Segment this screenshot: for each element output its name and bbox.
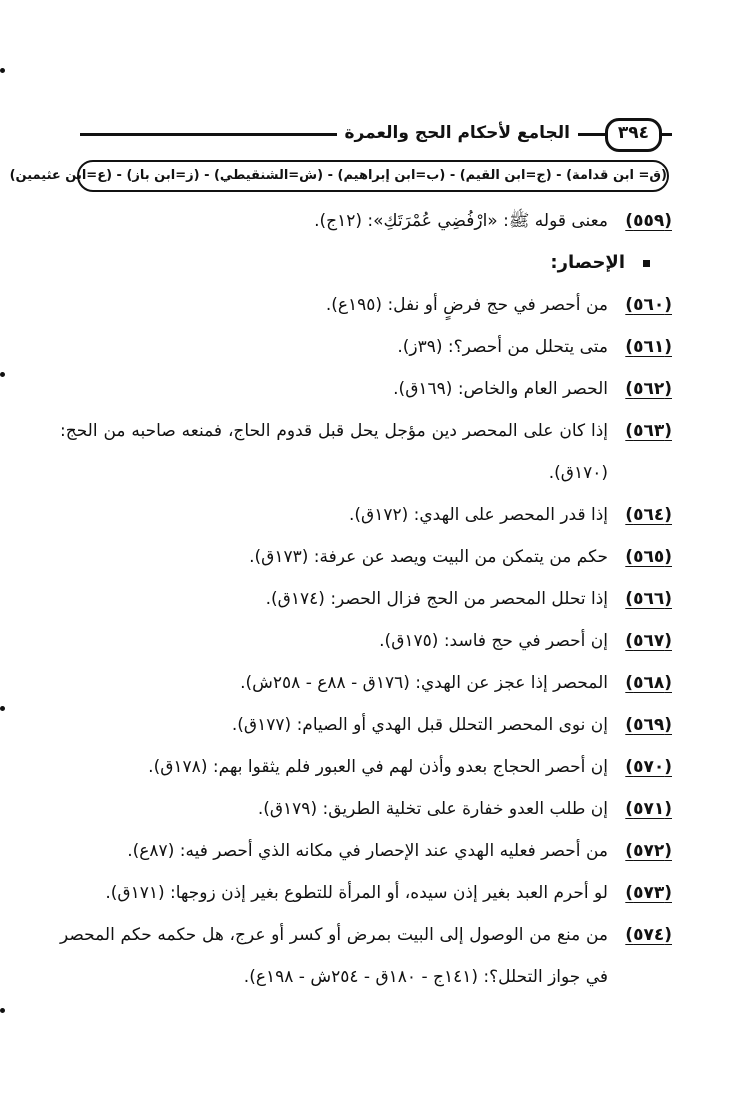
entry-number: (٥٧٤) <box>625 925 672 945</box>
entry-text: إذا قدر المحصر على الهدي: (١٧٢ق). <box>348 505 608 525</box>
page-header <box>80 118 672 148</box>
square-bullet-icon <box>643 260 650 267</box>
entry-text: من أحصر فعليه الهدي عند الإحصار في مكانه الذي أحصر فيه: (٨٧ع). <box>127 841 608 861</box>
entry-number: (٥٦٥) <box>625 547 672 567</box>
list-item <box>60 536 672 578</box>
entry-number: (٥٧٠) <box>625 757 672 777</box>
entry-text: من أحصر في حج فرضٍ أو نفل: (١٩٥ع). <box>325 295 608 315</box>
entry-text: المحصر إذا عجز عن الهدي: (١٧٦ق - ٨٨ع - ٢٥٨ش). <box>240 673 608 693</box>
entry-number: (٥٦٠) <box>625 295 672 315</box>
entry-number: (٥٥٩) <box>625 211 672 231</box>
entry-number: (٥٦١) <box>625 337 672 357</box>
entry-number: (٥٦٨) <box>625 673 672 693</box>
entry-list <box>60 200 672 998</box>
entry-text: إذا تحلل المحصر من الحج فزال الحصر: (١٧٤ق). <box>265 589 608 609</box>
list-item <box>60 620 672 662</box>
entry-text: إن أحصر الحجاج بعدو وأذن لهم في العبور فلم يثقوا بهم: (١٧٨ق). <box>148 757 608 777</box>
entry-text: الحصر العام والخاص: (١٦٩ق). <box>393 379 608 399</box>
list-item <box>60 704 672 746</box>
entry-text: متى يتحلل من أحصر؟: (٣٩ز). <box>397 337 608 357</box>
abbreviation-legend: (ق= ابن قدامة) - (ج=ابن القيم) - (ب=ابن إبراهيم) - (ش=الشنقيطي) - (ز=ابن باز) - (ع=ابن عثيمين) <box>77 160 669 192</box>
list-item <box>60 788 672 830</box>
entry-text: إن نوى المحصر التحلل قبل الهدي أو الصيام: (١٧٧ق). <box>231 715 608 735</box>
entry-number: (٥٦٢) <box>625 379 672 399</box>
list-item <box>60 410 672 494</box>
entry-text: إن أحصر في حج فاسد: (١٧٥ق). <box>379 631 608 651</box>
entry-text: معنى قوله ﷺ: «ارْفُضِي عُمْرَتَكِ»: (١٢ج). <box>314 211 608 231</box>
list-item <box>60 914 672 998</box>
book-title: الجامع لأحكام الحج والعمرة <box>337 120 578 146</box>
list-item <box>60 746 672 788</box>
list-item <box>60 662 672 704</box>
entry-number: (٥٦٦) <box>625 589 672 609</box>
entry-number: (٥٧٢) <box>625 841 672 861</box>
scan-mark <box>0 1008 5 1013</box>
scan-mark <box>0 372 5 377</box>
entry-text: من منع من الوصول إلى البيت بمرض أو كسر أو عرج، هل حكمه حكم المحصر في جواز التحلل؟: (١٤١ج - ١٨٠ق - ٢٥٤ش - ١٩٨ع). <box>60 925 608 987</box>
list-item <box>60 200 672 242</box>
list-item <box>60 578 672 620</box>
entry-number: (٥٦٧) <box>625 631 672 651</box>
list-item <box>60 872 672 914</box>
entry-text: إذا كان على المحصر دين مؤجل يحل قبل قدوم الحاج، فمنعه صاحبه من الحج: (١٧٠ق). <box>60 421 608 483</box>
section-heading-text: الإحصار: <box>550 252 625 273</box>
entry-text: إن طلب العدو خفارة على تخلية الطريق: (١٧٩ق). <box>257 799 608 819</box>
list-item <box>60 326 672 368</box>
list-item <box>60 368 672 410</box>
list-item <box>60 284 672 326</box>
entry-text: حكم من يتمكن من البيت ويصد عن عرفة: (١٧٣ق). <box>249 547 608 567</box>
entry-number: (٥٦٩) <box>625 715 672 735</box>
section-heading <box>60 242 672 284</box>
scan-mark <box>0 68 5 73</box>
entry-number: (٥٧٣) <box>625 883 672 903</box>
entry-number: (٥٦٤) <box>625 505 672 525</box>
entry-number: (٥٦٣) <box>625 421 672 441</box>
scan-mark <box>0 706 5 711</box>
list-item <box>60 830 672 872</box>
page-number: ٣٩٤ <box>605 118 662 152</box>
entry-number: (٥٧١) <box>625 799 672 819</box>
list-item <box>60 494 672 536</box>
entry-text: لو أحرم العبد بغير إذن سيده، أو المرأة للتطوع بغير إذن زوجها: (١٧١ق). <box>105 883 608 903</box>
